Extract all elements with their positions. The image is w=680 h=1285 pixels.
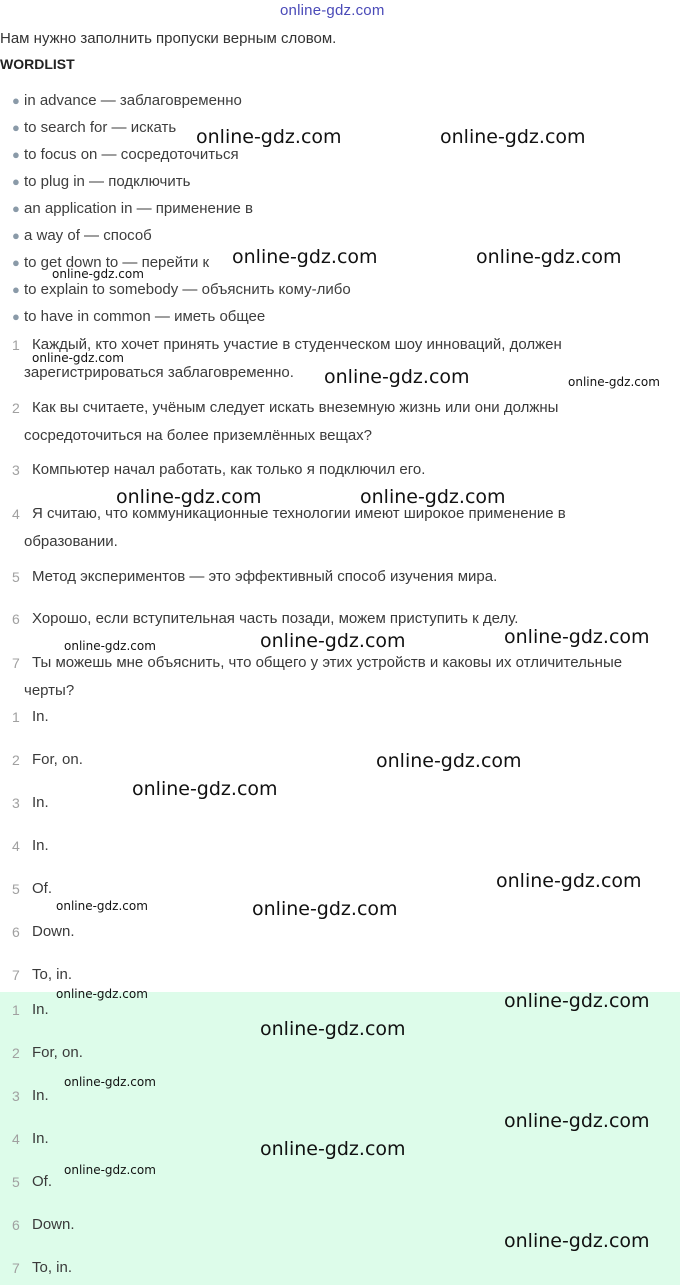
- answer-number: 5: [12, 881, 20, 897]
- answer-text: In.: [32, 837, 49, 854]
- sentence-text-cont: зарегистрироваться заблаговременно.: [24, 364, 294, 381]
- bullet-icon: ●: [12, 201, 20, 216]
- answer-text: For, on.: [32, 751, 83, 768]
- list-item: ● to get down to — перейти к: [12, 252, 351, 279]
- watermark: online-gdz.com: [252, 898, 398, 920]
- answer-text: Of.: [32, 1173, 53, 1190]
- sentence-number: 6: [12, 611, 20, 627]
- site-header-link[interactable]: online-gdz.com: [280, 2, 385, 19]
- sentence-text: Метод экспериментов — это эффективный способ изучения мира.: [32, 568, 498, 585]
- bullet-icon: ●: [12, 255, 20, 270]
- list-item: ● to have in common — иметь общее: [12, 306, 351, 333]
- answer-number: 2: [12, 1045, 20, 1061]
- list-item: ● to explain to somebody — объяснить кому-либо: [12, 279, 351, 306]
- watermark: online-gdz.com: [376, 750, 522, 772]
- watermark: online-gdz.com: [64, 1075, 156, 1089]
- watermark: online-gdz.com: [132, 778, 278, 800]
- answer-number: 1: [12, 1002, 20, 1018]
- sentence-text-cont: образовании.: [24, 533, 118, 550]
- answer-text: In.: [32, 708, 49, 725]
- answer-text: Down.: [32, 923, 75, 940]
- list-item: ● to search for — искать: [12, 117, 351, 144]
- answer-text: Down.: [32, 1216, 75, 1233]
- sentence-text: Как вы считаете, учёным следует искать внеземную жизнь или они должны: [32, 399, 559, 416]
- watermark: online-gdz.com: [116, 486, 262, 508]
- bullet-icon: ●: [12, 309, 20, 324]
- sentence-text: Ты можешь мне объяснить, что общего у этих устройств и каковы их отличительные: [32, 654, 623, 671]
- list-item: ● in advance — заблаговременно: [12, 90, 351, 117]
- answer-number: 6: [12, 924, 20, 940]
- watermark: online-gdz.com: [196, 126, 342, 148]
- answer-text: In.: [32, 794, 49, 811]
- watermark: online-gdz.com: [232, 246, 378, 268]
- answer-number: 1: [12, 709, 20, 725]
- wordlist-title: WORDLIST: [0, 56, 75, 72]
- answer-number: 4: [12, 1131, 20, 1147]
- sentence-text-cont: черты?: [24, 682, 75, 699]
- watermark: online-gdz.com: [504, 1110, 650, 1132]
- watermark: online-gdz.com: [260, 630, 406, 652]
- sentence-number: 2: [12, 400, 20, 416]
- answer-text: In.: [32, 1001, 49, 1018]
- answer-text: For, on.: [32, 1044, 83, 1061]
- sentence-text-cont: сосредоточиться на более приземлённых вещах?: [24, 427, 373, 444]
- sentence-text: Каждый, кто хочет принять участие в студенческом шоу инноваций, должен: [32, 336, 562, 353]
- sentence-number: 4: [12, 506, 20, 522]
- watermark: online-gdz.com: [260, 1018, 406, 1040]
- sentence-text: Хорошо, если вступительная часть позади, можем приступить к делу.: [32, 610, 519, 627]
- list-item: ● a way of — способ: [12, 225, 351, 252]
- answer-text: To, in.: [32, 966, 73, 983]
- watermark: online-gdz.com: [504, 626, 650, 648]
- bullet-icon: ●: [12, 282, 20, 297]
- watermark: online-gdz.com: [324, 366, 470, 388]
- watermark: online-gdz.com: [56, 899, 148, 913]
- answer-text: Of.: [32, 880, 53, 897]
- watermark: online-gdz.com: [440, 126, 586, 148]
- answer-number: 6: [12, 1217, 20, 1233]
- sentence-text: Компьютер начал работать, как только я подключил его.: [32, 461, 426, 478]
- watermark: online-gdz.com: [64, 1163, 156, 1177]
- list-item: ● to focus on — сосредоточиться: [12, 144, 351, 171]
- watermark: online-gdz.com: [504, 1230, 650, 1252]
- sentence-number: 7: [12, 655, 20, 671]
- task-intro: Нам нужно заполнить пропуски верным словом.: [0, 30, 337, 47]
- watermark: online-gdz.com: [504, 990, 650, 1012]
- bullet-icon: ●: [12, 120, 20, 135]
- sentence-number: 1: [12, 337, 20, 353]
- sentence-number: 5: [12, 569, 20, 585]
- bullet-icon: ●: [12, 147, 20, 162]
- answer-number: 4: [12, 838, 20, 854]
- answer-text: To, in.: [32, 1259, 73, 1276]
- watermark: online-gdz.com: [496, 870, 642, 892]
- bullet-icon: ●: [12, 174, 20, 189]
- answer-number: 7: [12, 1260, 20, 1276]
- answer-number: 7: [12, 967, 20, 983]
- watermark: online-gdz.com: [568, 375, 660, 389]
- sentence-number: 3: [12, 462, 20, 478]
- watermark: online-gdz.com: [476, 246, 622, 268]
- answer-number: 3: [12, 1088, 20, 1104]
- list-item: ● to plug in — подключить: [12, 171, 351, 198]
- answer-text: In.: [32, 1087, 49, 1104]
- bullet-icon: ●: [12, 228, 20, 243]
- watermark: online-gdz.com: [32, 351, 124, 365]
- watermark: online-gdz.com: [56, 987, 148, 1001]
- answer-number: 3: [12, 795, 20, 811]
- bullet-icon: ●: [12, 93, 20, 108]
- watermark: online-gdz.com: [260, 1138, 406, 1160]
- watermark: online-gdz.com: [360, 486, 506, 508]
- answer-text: In.: [32, 1130, 49, 1147]
- sentence-text: Я считаю, что коммуникационные технологии имеют широкое применение в: [32, 505, 566, 522]
- watermark: online-gdz.com: [64, 639, 156, 653]
- answer-number: 2: [12, 752, 20, 768]
- watermark: online-gdz.com: [52, 267, 144, 281]
- answer-number: 5: [12, 1174, 20, 1190]
- list-item: ● an application in — применение в: [12, 198, 351, 225]
